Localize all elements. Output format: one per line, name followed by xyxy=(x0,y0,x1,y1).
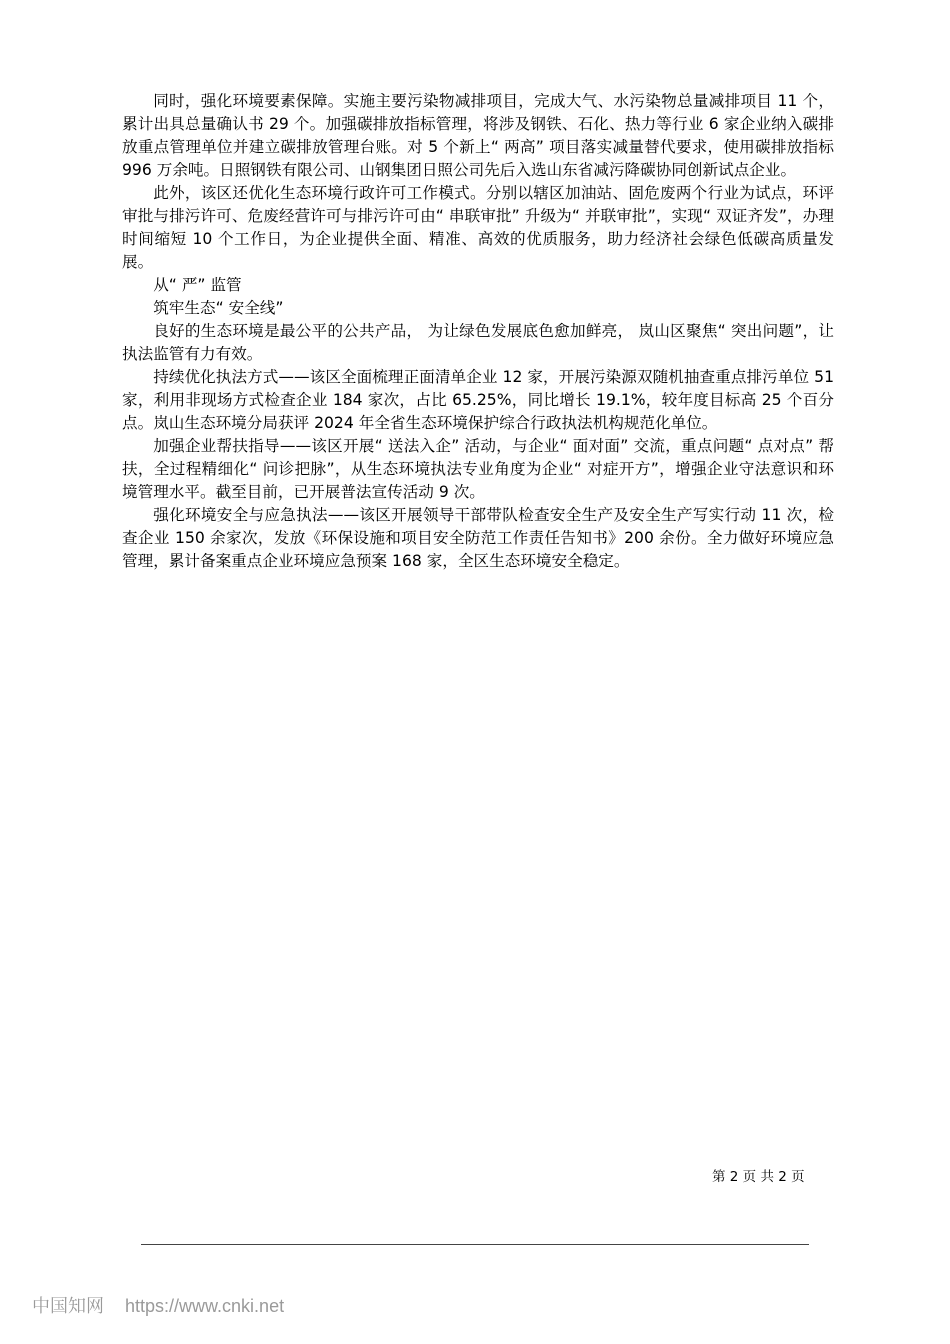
section-heading-line-1: 从“ 严” 监管 xyxy=(153,276,242,294)
source-watermark xyxy=(32,1294,284,1318)
watermark-brand: 中国知网 xyxy=(32,1296,104,1316)
watermark-url[interactable]: https://www.cnki.net xyxy=(125,1296,285,1316)
page-number: 第 2 页 共 2 页 xyxy=(712,1169,805,1185)
paragraph-enterprise-guidance: 加强企业帮扶指导——该区开展“ 送法入企” 活动，与企业“ 面对面” 交流，重点问题“ 点对点” 帮扶，全过程精细化“ 问诊把脉”，从生态环境执法专业角度为企业“ 对症开方”，增强企业守法意识和环境管理水平。截至目前，已开展普法宣传活动 9 次。 xyxy=(122,437,834,501)
article-body xyxy=(122,90,834,573)
footer-divider xyxy=(141,1244,809,1245)
paragraph-emission-reduction: 同时，强化环境要素保障。实施主要污染物减排项目，完成大气、水污染物总量减排项目 11 个，累计出具总量确认书 29 个。加强碳排放指标管理，将涉及钢铁、石化、热力等行业 6 家企业纳入碳排放重点管理单位并建立碳排放管理台账。对 5 个新上“ 两高” 项目落实减量替代要求，使用碳排放指标 996 万余吨。日照钢铁有限公司、山钢集团日照公司先后入选山东省减污降碳协同创新试点企业。 xyxy=(122,92,834,179)
paragraph-enforcement-methods: 持续优化执法方式——该区全面梳理正面清单企业 12 家，开展污染源双随机抽查重点排污单位 51 家，利用非现场方式检查企业 184 家次，占比 65.25%，同比增长 19.1%，较年度目标高 25 个百分点。岚山生态环境分局获评 2024 年全省生态环境保护综合行政执法机构规范化单位。 xyxy=(122,368,834,432)
section-heading-line-2: 筑牢生态“ 安全线” xyxy=(153,299,284,317)
paragraph-emergency-enforcement: 强化环境安全与应急执法——该区开展领导干部带队检查安全生产及安全生产写实行动 11 次，检查企业 150 余家次，发放《环保设施和项目安全防范工作责任告知书》200 余份。全力做好环境应急管理，累计备案重点企业环境应急预案 168 家，全区生态环境安全稳定。 xyxy=(122,506,834,570)
paragraph-public-good: 良好的生态环境是最公平的公共产品， 为让绿色发展底色愈加鲜亮， 岚山区聚焦“ 突出问题”，让执法监管有力有效。 xyxy=(122,322,834,363)
paragraph-permit-reform: 此外，该区还优化生态环境行政许可工作模式。分别以辖区加油站、固危废两个行业为试点，环评审批与排污许可、危废经营许可与排污许可由“ 串联审批” 升级为“ 并联审批”，实现“ 双证齐发”，办理时间缩短 10 个工作日，为企业提供全面、精准、高效的优质服务，助力经济社会绿色低碳高质量发展。 xyxy=(122,184,834,271)
